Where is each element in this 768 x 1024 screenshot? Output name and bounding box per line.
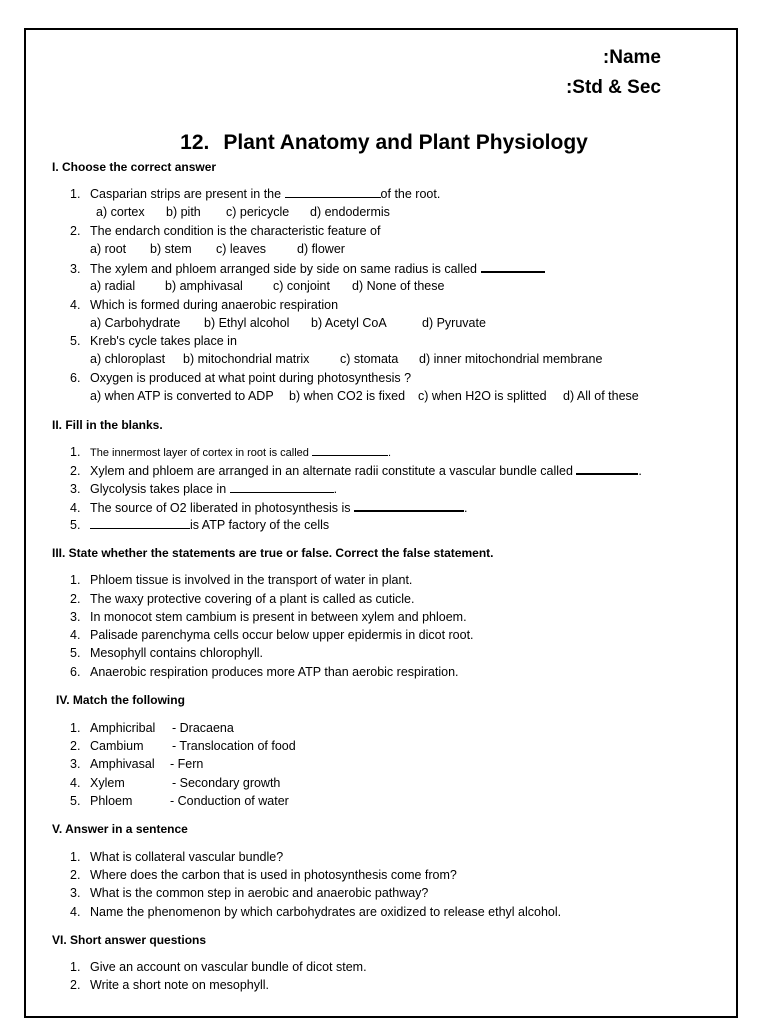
match-item: 4. Xylem - Secondary growth [70, 776, 281, 790]
mcq-options: a) radial b) amphivasal c) conjoint d) None of these [90, 279, 445, 293]
match-item: 5. Phloem - Conduction of water [70, 794, 289, 808]
short-question: 4. Name the phenomenon by which carbohydrates are oxidized to release ethyl alcohol. [70, 905, 562, 919]
mcq-question: 6. Oxygen is produced at what point during photosynthesis ? [70, 371, 412, 385]
section-2-heading: II. Fill in the blanks. [52, 418, 163, 432]
true-false-item: 2. The waxy protective covering of a plant is called as cuticle. [70, 592, 415, 606]
mcq-question: 2. The endarch condition is the characteristic feature of [70, 224, 381, 238]
answer-blank [312, 445, 388, 456]
section-1-heading: I. Choose the correct answer [52, 160, 217, 174]
true-false-item: 4. Palisade parenchyma cells occur below upper epidermis in dicot root. [70, 628, 474, 642]
mcq-options: a) when ATP is converted to ADP b) when CO2 is fixed c) when H2O is splitted d) All of these [90, 389, 639, 403]
section-3-heading: III. State whether the statements are true or false. Correct the false statement. [52, 546, 494, 560]
name-label: :Name [602, 47, 661, 68]
chapter-title: Plant Anatomy and Plant Physiology [223, 131, 588, 154]
mcq-question: 4. Which is formed during anaerobic respiration [70, 298, 339, 312]
std-sec-label: :Std & Sec [565, 77, 661, 98]
mcq-question: 1. Casparian strips are present in the of the root. [70, 187, 441, 201]
mcq-options: a) root b) stem c) leaves d) flower [90, 242, 345, 256]
true-false-item: 3. In monocot stem cambium is present in between xylem and phloem. [70, 610, 467, 624]
fill-blank-item: 2. Xylem and phloem are arranged in an alternate radii constitute a vascular bundle called . [70, 464, 642, 478]
answer-blank [481, 261, 545, 273]
section-5-heading: V. Answer in a sentence [52, 822, 188, 836]
section-4-heading: IV. Match the following [56, 693, 185, 707]
short-question: 1. What is collateral vascular bundle? [70, 850, 284, 864]
match-item: 1. Amphicribal - Dracaena [70, 721, 234, 735]
answer-blank [576, 463, 638, 475]
mcq-options: a) cortex b) pith c) pericycle d) endodermis [96, 205, 390, 219]
mcq-question: 5. Kreb's cycle takes place in [70, 334, 237, 348]
true-false-item: 1. Phloem tissue is involved in the transport of water in plant. [70, 573, 413, 587]
fill-blank-item: 3. Glycolysis takes place in . [70, 482, 338, 496]
fill-blank-item: 4. The source of O2 liberated in photosynthesis is . [70, 501, 468, 515]
short-question: 3. What is the common step in aerobic and anaerobic pathway? [70, 886, 429, 900]
chapter-number: 12. [180, 131, 210, 154]
match-item: 3. Amphivasal - Fern [70, 757, 204, 771]
short-answer-question: 1. Give an account on vascular bundle of dicot stem. [70, 960, 367, 974]
mcq-options: a) Carbohydrate b) Ethyl alcohol b) Acetyl CoA d) Pyruvate [90, 316, 486, 330]
fill-blank-item: 5. is ATP factory of the cells [70, 518, 330, 532]
mcq-question: 3. The xylem and phloem arranged side by side on same radius is called [70, 261, 545, 276]
mcq-options: a) chloroplast b) mitochondrial matrix c) stomata d) inner mitochondrial membrane [90, 352, 603, 366]
short-question: 2. Where does the carbon that is used in photosynthesis come from? [70, 868, 457, 882]
true-false-item: 5. Mesophyll contains chlorophyll. [70, 646, 264, 660]
fill-blank-item: 1. The innermost layer of cortex in root is called . [70, 445, 391, 459]
answer-blank [230, 482, 334, 493]
section-6-heading: VI. Short answer questions [52, 933, 207, 947]
true-false-item: 6. Anaerobic respiration produces more ATP than aerobic respiration. [70, 665, 459, 679]
short-answer-question: 2. Write a short note on mesophyll. [70, 978, 270, 992]
page-title [0, 131, 768, 155]
answer-blank [90, 518, 190, 529]
answer-blank [285, 187, 381, 198]
match-item: 2. Cambium - Translocation of food [70, 739, 296, 753]
answer-blank [354, 500, 464, 512]
